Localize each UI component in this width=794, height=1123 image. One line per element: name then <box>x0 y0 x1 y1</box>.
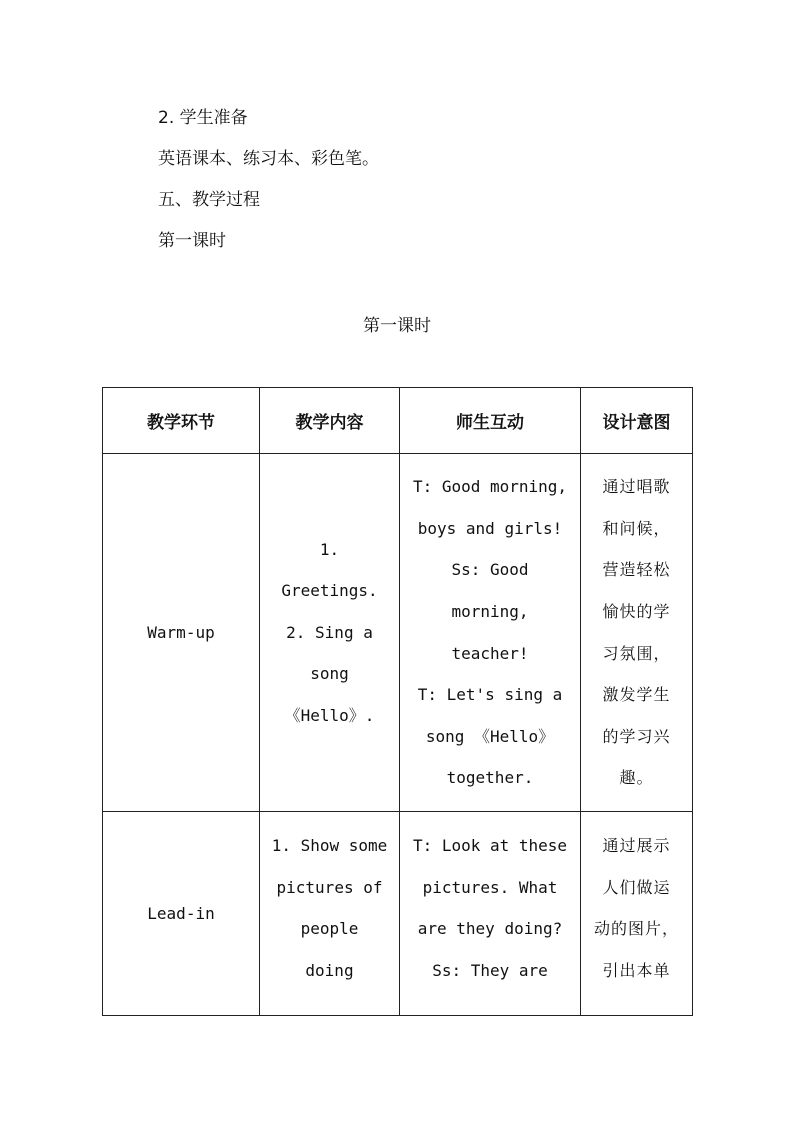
paragraph-materials: 英语课本、练习本、彩色笔。 <box>158 149 379 169</box>
content-cell <box>260 812 400 1016</box>
interaction-line: song 《Hello》 <box>425 726 555 746</box>
content-line: pictures of <box>276 877 383 897</box>
interaction-line: T: Good morning, <box>412 477 568 497</box>
content-line: 2. Sing a <box>286 622 373 642</box>
content-line: doing <box>305 960 354 980</box>
interaction-line: Ss: Good <box>451 560 529 580</box>
header-interaction: 师生互动 <box>400 388 581 454</box>
interaction-cell <box>400 454 581 812</box>
lesson-plan-table <box>102 387 693 1016</box>
paragraph-first-lesson: 第一课时 <box>158 231 226 251</box>
table-caption: 第一课时 <box>363 316 431 336</box>
purpose-line: 通过唱歌 <box>602 477 671 497</box>
interaction-cell <box>400 812 581 1016</box>
purpose-line: 习氛围， <box>602 643 671 663</box>
interaction-line: Ss: They are <box>432 960 548 980</box>
paragraph-teaching-process: 五、教学过程 <box>158 190 260 210</box>
purpose-line: 趣。 <box>619 768 654 788</box>
purpose-line: 动的图片， <box>593 919 679 939</box>
content-line: people <box>300 919 359 939</box>
interaction-line: together. <box>446 768 534 788</box>
header-stage: 教学环节 <box>103 388 260 454</box>
interaction-line: morning, <box>451 601 529 621</box>
purpose-line: 和问候， <box>602 518 671 538</box>
purpose-line: 人们做运 <box>602 877 671 897</box>
interaction-line: T: Let's sing a <box>417 685 563 705</box>
content-cell <box>260 454 400 812</box>
header-content: 教学内容 <box>260 388 400 454</box>
header-purpose: 设计意图 <box>581 388 693 454</box>
purpose-line: 愉快的学 <box>602 601 671 621</box>
content-line: 1. Show some <box>271 836 388 855</box>
table-row <box>103 812 693 1016</box>
purpose-line: 激发学生 <box>602 685 671 705</box>
table-header-row <box>103 388 693 454</box>
interaction-line: are they doing? <box>417 919 563 939</box>
purpose-line: 营造轻松 <box>602 560 671 580</box>
purpose-line: 通过展示 <box>602 836 671 855</box>
interaction-line: boys and girls! <box>417 518 563 538</box>
interaction-line: T: Look at these <box>412 836 568 855</box>
purpose-cell <box>581 812 693 1016</box>
purpose-line: 引出本单 <box>602 960 671 980</box>
content-line: 1. <box>319 539 340 559</box>
purpose-cell <box>581 454 693 812</box>
paragraph-student-preparation: 2. 学生准备 <box>158 108 248 128</box>
content-line: Greetings. <box>281 581 378 601</box>
stage-cell: Lead-in <box>103 812 260 1016</box>
interaction-line: pictures. What <box>422 877 558 897</box>
content-line: 《Hello》. <box>284 705 375 725</box>
table-row <box>103 454 693 812</box>
interaction-line: teacher! <box>451 643 529 663</box>
content-line: song <box>310 664 349 684</box>
purpose-line: 的学习兴 <box>602 726 671 746</box>
stage-cell: Warm-up <box>103 454 260 812</box>
